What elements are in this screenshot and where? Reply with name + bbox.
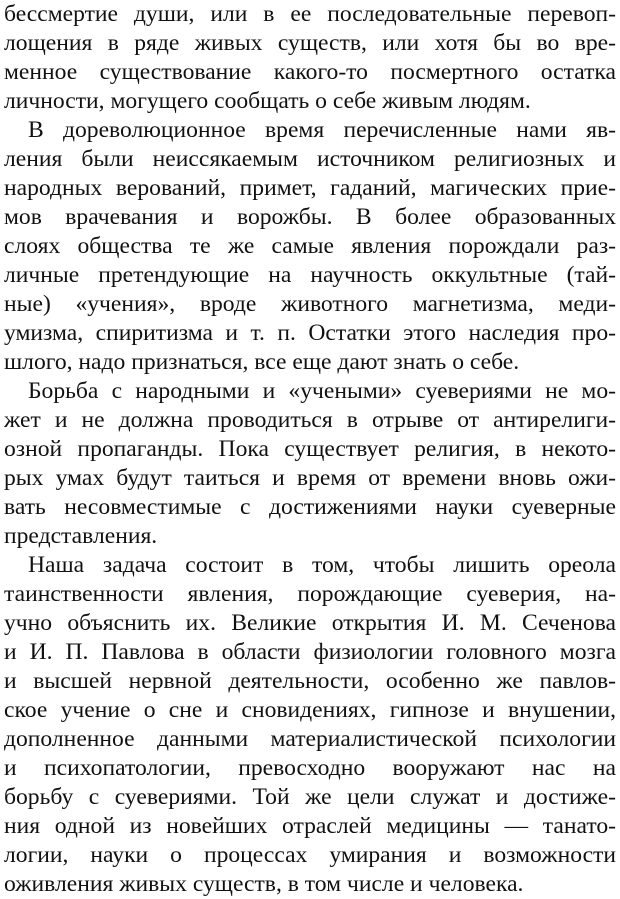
text-line: логии, науки о процессах умирания и возможности — [4, 842, 616, 868]
text-line: вать несовместимые с достижениями науки суеверные — [4, 494, 616, 520]
text-line: шлого, надо признаться, все еще дают знать о себе. — [4, 349, 520, 375]
text-line: бессмертие души, или в ее последовательные перевоп- — [4, 1, 616, 27]
text-line: личности, могущего сообщать о себе живым людям. — [4, 88, 531, 114]
text-line: представления. — [4, 523, 158, 549]
text-line: Наша задача состоит в том, чтобы лишить ореола — [28, 552, 616, 578]
text-line: лощения в ряде живых существ, или хотя бы во вре- — [4, 30, 616, 56]
text-line: оживления живых существ, в том числе и человека. — [4, 871, 524, 897]
text-line: таинственности явления, порождающие суеверия, на- — [4, 581, 616, 607]
paragraph-4 — [4, 551, 616, 899]
text-line: озной пропаганды. Пока существует религия, в некото- — [4, 436, 616, 462]
text-line: мов врачевания и ворожбы. В более образованных — [4, 204, 616, 230]
text-line: и психопатологии, превосходно вооружают нас на — [4, 755, 616, 781]
paragraph-2 — [4, 116, 616, 377]
text-line: ные) «учения», вроде животного магнетизма, меди- — [4, 291, 616, 317]
text-line: борьбу с суевериями. Той же цели служат и достиже- — [4, 784, 616, 810]
text-line: жет и не должна проводиться в отрыве от антирелиги- — [4, 407, 616, 433]
text-line: ния одной из новейших отраслей медицины — танато- — [4, 813, 616, 839]
text-line: слоях общества те же самые явления порождали раз- — [4, 233, 616, 259]
text-line: учно объяснить их. Великие открытия И. М. Сеченова — [4, 610, 616, 636]
text-line: ское учение о сне и сновидениях, гипнозе и внушении, — [4, 697, 616, 723]
text-line: и И. П. Павлова в области физиологии головного мозга — [4, 639, 616, 665]
text-line: дополненное данными материалистической психологии — [4, 726, 616, 752]
paragraph-3 — [4, 377, 616, 551]
text-line: личные претендующие на научность оккультные (тай- — [4, 262, 616, 288]
text-line: ления были неиссякаемым источником религиозных и — [4, 146, 616, 172]
text-line: и высшей нервной деятельности, особенно же павлов- — [4, 668, 616, 694]
paragraph-1 — [4, 0, 616, 116]
text-line: умизма, спиритизма и т. п. Остатки этого наследия про- — [4, 320, 616, 346]
document-page — [4, 0, 616, 899]
text-line: народных верований, примет, гаданий, магических прие- — [4, 175, 616, 201]
text-line: менное существование какого-то посмертного остатка — [4, 59, 616, 85]
text-line: рых умах будут таиться и время от времени вновь ожи- — [4, 465, 616, 491]
text-line: В дореволюционное время перечисленные нами яв- — [28, 117, 616, 143]
text-line: Борьба с народными и «учеными» суевериями не мо- — [28, 378, 616, 404]
